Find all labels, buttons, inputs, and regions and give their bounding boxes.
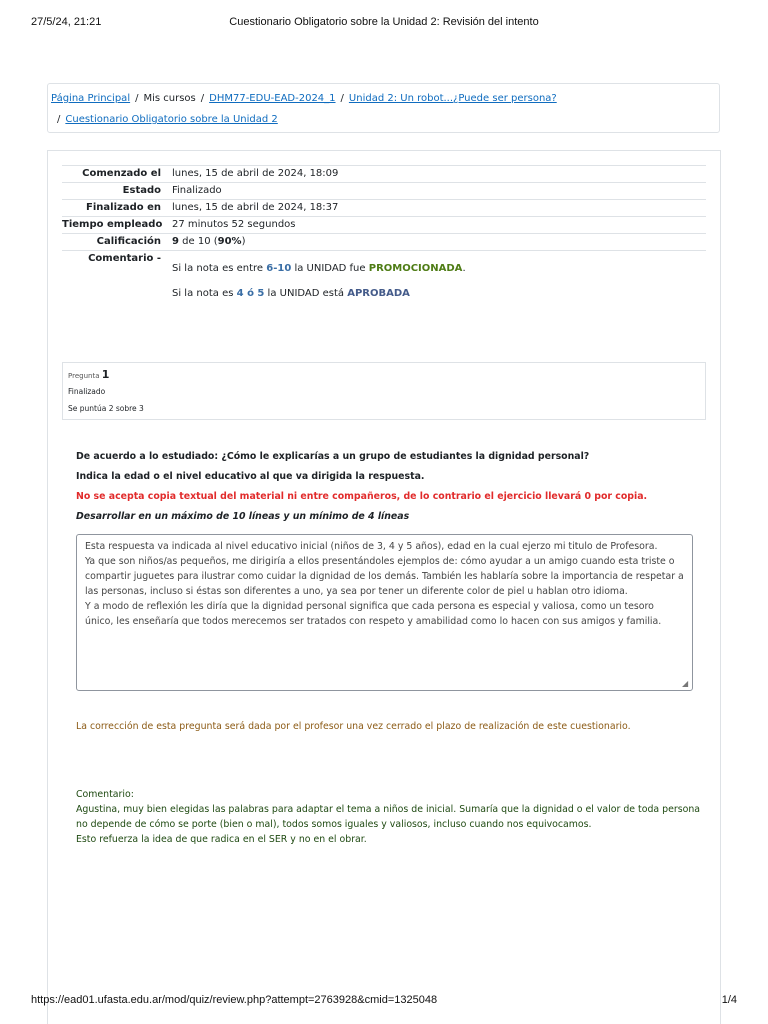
grade-value xyxy=(172,236,245,247)
summary-row-time xyxy=(62,216,706,233)
breadcrumb-line-2 xyxy=(57,113,278,127)
print-url: https://ead01.ufasta.edu.ar/mod/quiz/review.php?attempt=2763928&cmid=1325048 xyxy=(31,994,438,1006)
answer-paragraph: Ya que son niños/as pequeños, me dirigiría a ellos presentándoles ejemplos de: cómo ayudar a un amigo cuando esta triste o compartir juguetes para ilustrar como cuidar la dignidad de los demás. También les hablaría sobre la importancia de respetar a las personas, incluso si éstas son diferentes a uno, ya sea por tener un diferente color de piel u hablan otro idioma. xyxy=(85,556,684,597)
finished-value: lunes, 15 de abril de 2024, 18:37 xyxy=(172,202,339,213)
summary-row-state xyxy=(62,182,706,199)
summary-row-comment xyxy=(62,250,706,341)
feedback-line: no depende de cómo se porte (bien o mal), todos somos iguales y valiosos, incluso cuando nos equivocamos. xyxy=(76,819,592,830)
state-label: Estado xyxy=(122,185,161,196)
breadcrumb xyxy=(47,83,720,133)
answer-textarea[interactable] xyxy=(76,534,693,691)
grade-label: Calificación xyxy=(96,236,161,247)
grade-of: de 10 ( xyxy=(178,236,218,247)
breadcrumb-unit-link[interactable]: Unidad 2: Un robot...¿Puede ser persona? xyxy=(348,93,557,104)
feedback-heading: Comentario: xyxy=(76,789,134,800)
answer-paragraph: Y a modo de reflexión les diría que la dignidad personal significa que cada persona es especial y valiosa, como un tesoro único, les enseñaría que todos merecemos ser tratados con respeto y amabilidad como lo hacen con sus amigos y familia. xyxy=(85,601,662,627)
question-label: Pregunta xyxy=(68,372,102,380)
comment-promocionada: PROMOCIONADA xyxy=(368,263,463,274)
print-footer xyxy=(31,994,737,1008)
breadcrumb-course-link[interactable]: DHM77-EDU-EAD-2024_1 xyxy=(209,93,336,104)
comment-text: Si la nota es xyxy=(172,288,237,299)
resize-handle-icon[interactable]: ◢ xyxy=(682,679,689,688)
feedback-line: Esto refuerza la idea de que radica en el SER y no en el obrar. xyxy=(76,834,367,845)
grade-percentage: 90% xyxy=(217,236,242,247)
question-number-value: 1 xyxy=(101,368,110,381)
teacher-feedback xyxy=(76,787,700,847)
question-text xyxy=(76,447,647,527)
breadcrumb-separator: / xyxy=(340,93,344,104)
breadcrumb-line-1 xyxy=(51,92,557,106)
comment-text: la UNIDAD fue xyxy=(291,263,369,274)
state-value: Finalizado xyxy=(172,185,222,196)
print-datetime: 27/5/24, 21:21 xyxy=(31,16,102,28)
time-label: Tiempo empleado xyxy=(62,219,163,230)
time-value: 27 minutos 52 segundos xyxy=(172,219,296,230)
question-length-rule: Desarrollar en un máximo de 10 líneas y un mínimo de 4 líneas xyxy=(76,511,410,522)
started-label: Comenzado el xyxy=(82,168,161,179)
attempt-summary-table xyxy=(62,165,706,341)
comment-aprobada: APROBADA xyxy=(347,288,410,299)
question-number xyxy=(68,368,109,381)
summary-row-finished xyxy=(62,199,706,216)
breadcrumb-separator: / xyxy=(57,114,61,125)
breadcrumb-my-courses: Mis cursos xyxy=(143,93,196,104)
comment-approval-rule xyxy=(172,288,410,299)
correction-note: La corrección de esta pregunta será dada por el profesor una vez cerrado el plazo de realización de este cuestionario. xyxy=(76,721,631,732)
grade-score: 9 xyxy=(172,236,179,247)
comment-text: . xyxy=(462,263,466,274)
finished-label: Finalizado en xyxy=(86,202,161,213)
comment-range-approved: 4 ó 5 xyxy=(236,288,265,299)
print-page-number: 1/4 xyxy=(721,994,737,1006)
comment-text: la UNIDAD está xyxy=(264,288,348,299)
grade-close: ) xyxy=(241,236,246,247)
answer-paragraph: Esta respuesta va indicada al nivel educativo inicial (niños de 3, 4 y 5 años), edad en la cual ejerzo mi titulo de Profesora. xyxy=(85,541,658,552)
comment-text: Si la nota es entre xyxy=(172,263,267,274)
breadcrumb-home-link[interactable]: Página Principal xyxy=(51,93,131,104)
question-instruction: Indica la edad o el nivel educativo al que va dirigida la respuesta. xyxy=(76,471,425,482)
print-header xyxy=(31,16,737,30)
breadcrumb-separator: / xyxy=(135,93,139,104)
question-grade: Se puntúa 2 sobre 3 xyxy=(68,404,144,413)
breadcrumb-quiz-link[interactable]: Cuestionario Obligatorio sobre la Unidad 2 xyxy=(65,114,278,125)
feedback-line: Agustina, muy bien elegidas las palabras para adaptar el tema a niños de inicial. Sumaría que la dignidad o el valor de toda persona xyxy=(76,804,701,815)
print-title: Cuestionario Obligatorio sobre la Unidad 2: Revisión del intento xyxy=(229,16,539,28)
summary-row-grade xyxy=(62,233,706,250)
question-info-box xyxy=(62,362,706,420)
comment-promotion-rule xyxy=(172,263,466,274)
question-prompt: De acuerdo a lo estudiado: ¿Cómo le explicarías a un grupo de estudiantes la dignidad personal? xyxy=(76,451,590,462)
question-copy-warning: No se acepta copia textual del material ni entre compañeros, de lo contrario el ejercicio llevará 0 por copia. xyxy=(76,491,648,502)
breadcrumb-separator: / xyxy=(200,93,205,104)
comment-range-promo: 6-10 xyxy=(266,263,292,274)
comment-label: Comentario - xyxy=(88,253,161,264)
summary-row-started xyxy=(62,165,706,182)
started-value: lunes, 15 de abril de 2024, 18:09 xyxy=(172,168,339,179)
question-state: Finalizado xyxy=(68,387,106,396)
